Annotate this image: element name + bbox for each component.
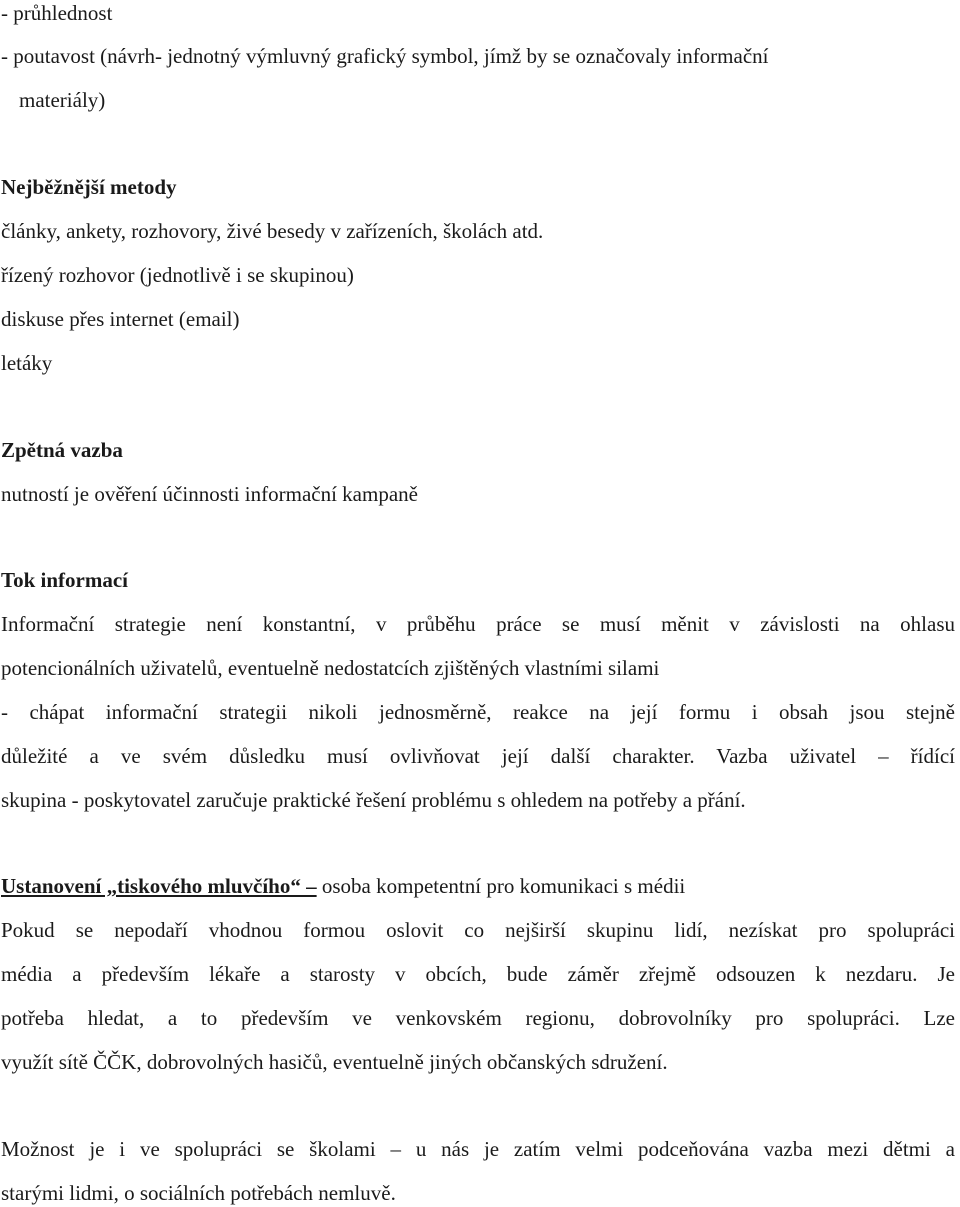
section-heading-information-flow: Tok informací (1, 568, 128, 592)
methods-line: články, ankety, rozhovory, živé besedy v zařízeních, školách atd. (1, 219, 544, 243)
methods-line: letáky (1, 351, 53, 375)
schools-paragraph-line: starými lidmi, o sociálních potřebách nemluvě. (1, 1181, 396, 1205)
spokesperson-heading-bold: Ustanovení „tiskového mluvčího“ – (1, 874, 317, 898)
list-item-attractiveness-continued: materiály) (19, 88, 106, 112)
flow-paragraph-line: - chápat informační strategii nikoli jednosměrně, reakce na její formu i obsah jsou stejně (1, 700, 955, 724)
list-item-transparency: - průhlednost (1, 1, 113, 25)
list-item-attractiveness: - poutavost (návrh- jednotný výmluvný grafický symbol, jímž by se označovaly informační (1, 44, 769, 68)
spokesperson-paragraph-line: Pokud se nepodaří vhodnou formou oslovit co nejširší skupinu lidí, nezískat pro spolupráci (1, 918, 955, 942)
flow-paragraph-line: důležité a ve svém důsledku musí ovlivňovat její další charakter. Vazba uživatel – řídící (1, 744, 955, 768)
section-heading-methods: Nejběžnější metody (1, 175, 177, 199)
spokesperson-heading-rest: osoba kompetentní pro komunikaci s médii (316, 874, 686, 898)
flow-paragraph-line: skupina - poskytovatel zaručuje praktické řešení problému s ohledem na potřeby a přání. (1, 788, 746, 812)
schools-paragraph-line: Možnost je i ve spolupráci se školami – u nás je zatím velmi podceňována vazba mezi dětmi a (1, 1137, 955, 1161)
methods-line: řízený rozhovor (jednotlivě i se skupinou) (1, 263, 354, 287)
spokesperson-paragraph-line: média a především lékaře a starosty v obcích, bude záměr zřejmě odsouzen k nezdaru. Je (1, 962, 955, 986)
spokesperson-paragraph-line: potřeba hledat, a to především ve venkovském regionu, dobrovolníky pro spolupráci. Lze (1, 1006, 955, 1030)
methods-line: diskuse přes internet (email) (1, 307, 240, 331)
section-heading-feedback: Zpětná vazba (1, 438, 123, 462)
flow-paragraph-line: Informační strategie není konstantní, v průběhu práce se musí měnit v závislosti na ohlasu (1, 612, 955, 636)
feedback-text: nutností je ověření účinnosti informační kampaně (1, 482, 418, 506)
spokesperson-paragraph-line: využít sítě ČČK, dobrovolných hasičů, eventuelně jiných občanských sdružení. (1, 1050, 668, 1074)
section-heading-spokesperson (1, 873, 685, 899)
flow-paragraph-line: potencionálních uživatelů, eventuelně nedostatcích zjištěných vlastními silami (1, 656, 660, 680)
